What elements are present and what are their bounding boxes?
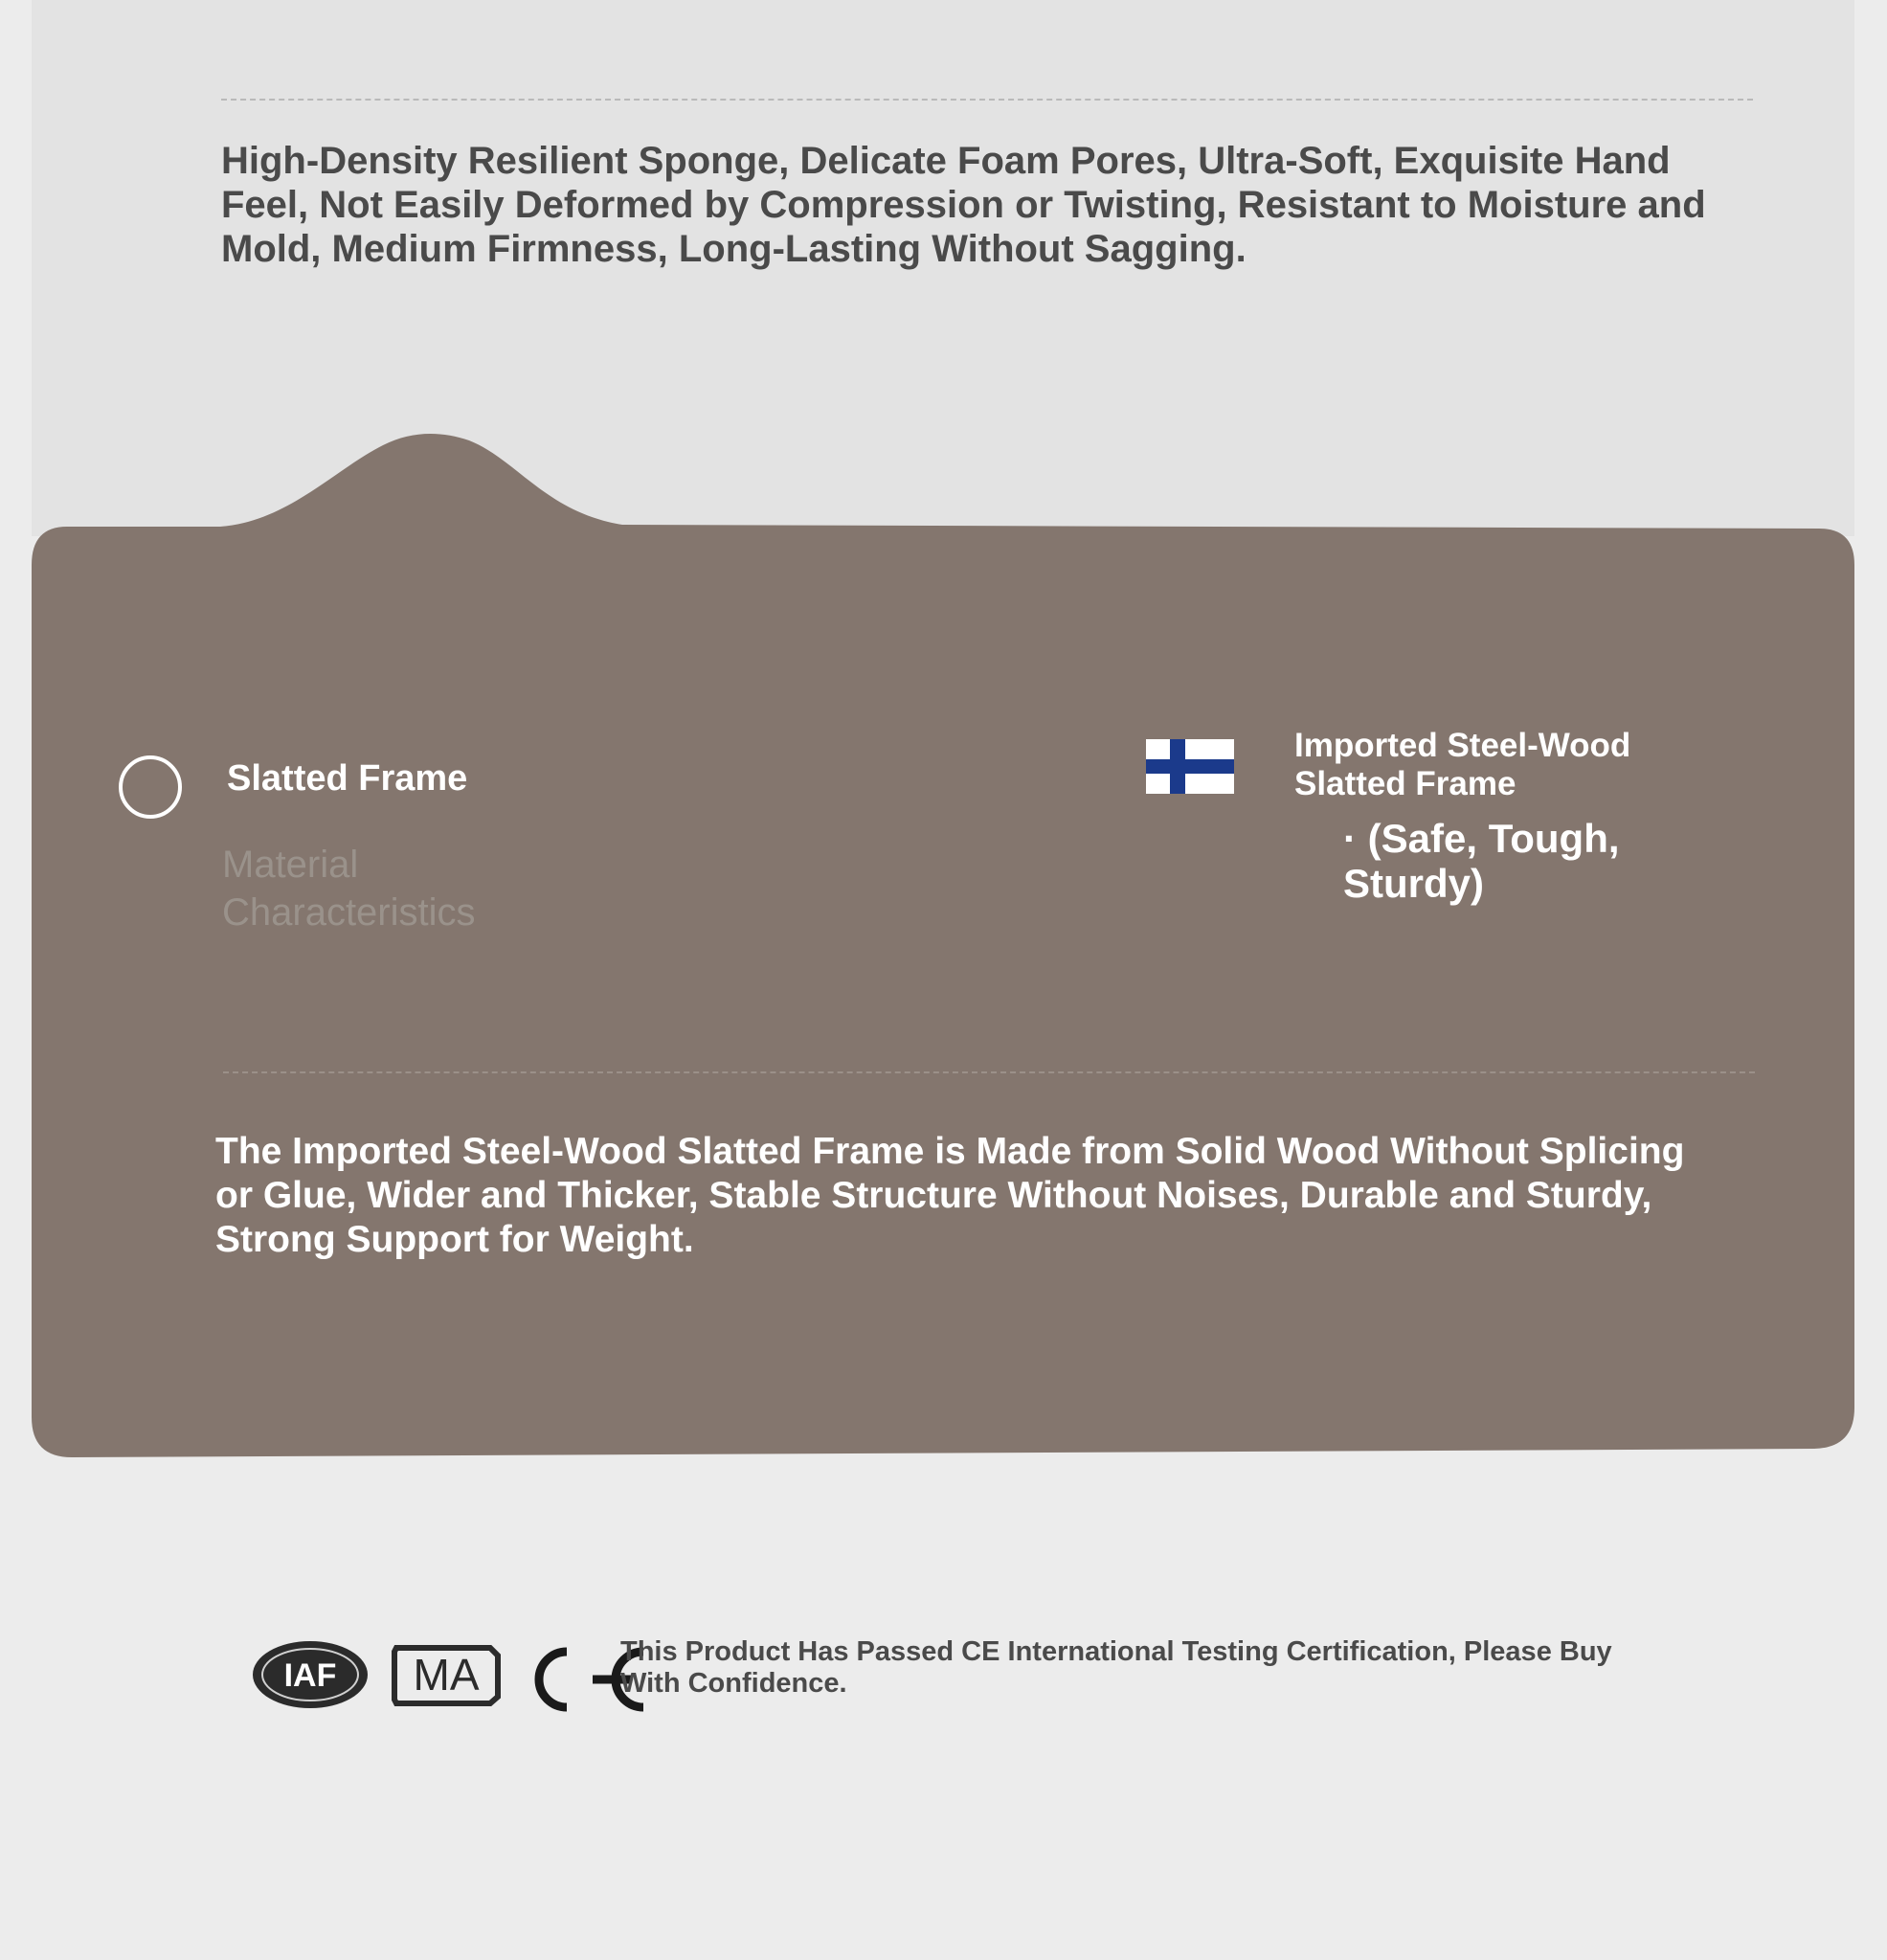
section-subtitle: Material Characteristics: [222, 844, 476, 934]
frame-name: Imported Steel-Wood Slatted Frame: [1294, 727, 1631, 802]
section-divider: [223, 1071, 1755, 1073]
frame-properties: · (Safe, Tough, Sturdy): [1343, 816, 1620, 906]
finland-flag-icon: [1146, 739, 1234, 794]
ma-logo-icon: [394, 1648, 498, 1703]
frame-description: The Imported Steel-Wood Slatted Frame is Made from Solid Wood Without Splicing or Glue, Wider and Thicker, Stable Structure Without Noises, Durable and Sturdy, Strong Support for Weight.: [215, 1131, 1685, 1260]
certification-text: This Product Has Passed CE International Testing Certification, Please Buy With Confidence.: [620, 1636, 1612, 1699]
iaf-logo-icon: [253, 1641, 368, 1708]
sponge-description: High-Density Resilient Sponge, Delicate Foam Pores, Ultra-Soft, Exquisite Hand Feel, Not Easily Deformed by Compression or Twisting, Resistant to Moisture and Mold, Medium Firmness, Long-Lasting Without Sagging.: [221, 140, 1706, 270]
svg-text:IAF: IAF: [283, 1657, 337, 1694]
radio-circle-icon: [119, 755, 182, 819]
svg-text:MA: MA: [413, 1650, 480, 1700]
certification-logos: [251, 1634, 653, 1730]
section-title: Slatted Frame: [227, 758, 468, 799]
